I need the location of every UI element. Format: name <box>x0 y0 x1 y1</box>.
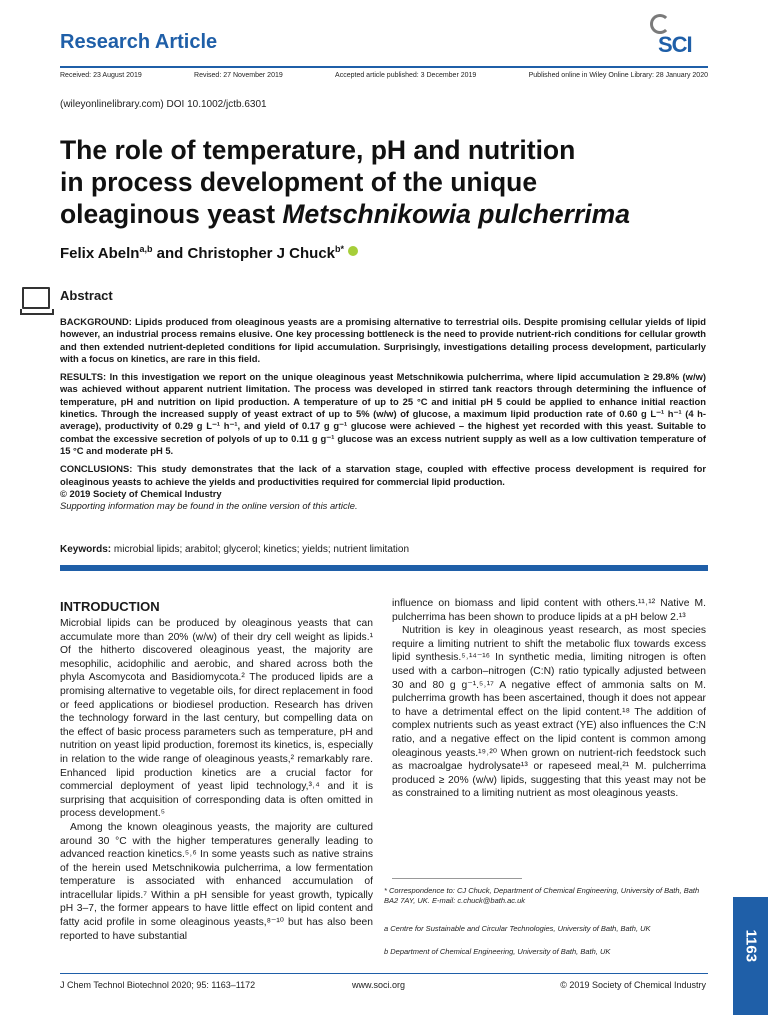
page-number-tab <box>733 897 768 1015</box>
abstract-background: BACKGROUND: Lipids produced from oleaginous yeasts are a promising alternative to terrestrial oils. Despite promising cellular yields of lipid however, an industrial process remains elusive. One key processing bottleneck is the need to provide nutrient-rich conditions for cellular growth and then extended nutrient-depleted conditions for lipid accumulation. Surprisingly, investigations detailing process development, particularly with a focus on kinetics, are rare in this field. <box>60 316 706 364</box>
received-date: Received: 23 August 2019 <box>60 72 142 79</box>
intro-paragraph-4: Nutrition is key in oleaginous yeast research, as most species require a limiting nutrient to shift the metabolic flux towards excess lipid synthesis.⁵˒¹⁴⁻¹⁶ In synthetic media, limiting nitrogen is often used with a carbon–nitrogen (C:N) ratio typically adjusted between 30 and 80 g g⁻¹.⁵˒¹⁷ A negative effect of ammonia salts on M. pulcherrima growth has been ascertained, though it does not appear to have a detrimental effect on the lipid content.¹⁸ The addition of complex nutrients such as yeast extract (YE) also influences the C:N ratio, and a negative effect on the lipid content is common among oleaginous yeasts.¹⁹˒²⁰ When grown on nutrient-rich feedstock such as macroalgae hydrolysate¹³ or rapeseed meal,²¹ M. pulcherrima produced ≥ 20% (w/w) lipids, suggesting that this yeast may not be as constrained to a limiting nutrient as most oleaginous yeasts. <box>392 625 706 800</box>
orcid-icon[interactable] <box>348 246 358 256</box>
online-date: Published online in Wiley Online Library: 28 January 2020 <box>528 72 708 79</box>
journal-website[interactable]: www.soci.org <box>352 980 406 990</box>
footnote-affiliation-b: b Department of Chemical Engineering, University of Bath, Bath, UK <box>384 947 611 956</box>
abstract-computer-icon <box>22 287 50 309</box>
supporting-info[interactable]: Supporting information may be found in the online version of this article. <box>60 500 358 512</box>
intro-paragraph-3: influence on biomass and lipid content with others.¹¹˒¹² Native M. pulcherrima has been shown to produce lipids at a pH below 2.¹³ <box>392 598 706 623</box>
author-and: and <box>152 245 188 262</box>
footer-copyright: © 2019 Society of Chemical Industry <box>560 980 706 990</box>
abstract-conclusions <box>60 463 706 512</box>
intro-paragraph-2: Among the known oleaginous yeasts, the majority are cultured around 30 °C with the higher temperatures generally leading to advanced reaction kinetics.⁵˒⁶ In some yeasts such as native strains of the herein used Metschnikowia pulcherrima, a low fermentation temperature is associated with enhanced accumulation of intracellular lipids.⁷ Within a pH sensible for yeast growth, typically pH 3–7, the former appears to have little effect on lipid content and fatty acid profile in some oleaginous yeasts,⁸⁻¹⁰ but has also been reported to have substantial <box>60 821 373 942</box>
author-1[interactable]: Felix Abeln <box>60 245 140 262</box>
title-species: Metschnikowia pulcherrima <box>282 199 630 229</box>
sci-logo <box>650 14 710 57</box>
abstract-results: RESULTS: In this investigation we report on the unique oleaginous yeast Metschnikowia pulcherrima, where lipid accumulation ≥ 29.8% (w/w) was achieved without apparent nutrient limitation. The process was developed in stirred tank reactors through determining the influence of temperature, pH and nutrition on lipid production. A temperature of up to 25 °C and initial pH 5 could be applied to enhance initial reaction kinetics. Through the increased supply of yeast extract of up to 5% (w/w) of glucose, a maximum lipid production rate of 0.60 g L⁻¹ h⁻¹ (4 h-average), productivity of 0.29 g L⁻¹ h⁻¹, and yield of 0.17 g g⁻¹ glucose were achieved – the highest yet recorded with this yeast. Suitable to combat the excessive secretion of polyols of up to 0.11 g g⁻¹ glucose was an excess nutrient supply as well as a low cultivation temperature of 15 °C and moderate pH 5. <box>60 371 706 456</box>
article-type: Research Article <box>60 31 218 53</box>
right-column <box>392 597 706 801</box>
abstract-copyright: © 2019 Society of Chemical Industry <box>60 487 222 499</box>
logo-text: SCI <box>658 32 692 57</box>
footnote-correspondence: * Correspondence to: CJ Chuck, Department of Chemical Engineering, University of Bath, Bath BA2 7AY, UK. E-mail: c.chuck@bath.ac.uk <box>384 886 700 905</box>
left-column <box>60 617 373 943</box>
author-2[interactable]: Christopher J Chuck <box>187 245 336 262</box>
footnote-affiliation-a: a Centre for Sustainable and Circular Technologies, University of Bath, Bath, UK <box>384 924 651 933</box>
abstract-heading: Abstract <box>60 288 113 303</box>
title-line-1: The role of temperature, pH and nutrition <box>60 135 576 165</box>
intro-paragraph-1: Microbial lipids can be produced by oleaginous yeasts that can accumulate more than 20% (w/w) of their dry cell weight as lipids.¹ Of the hitherto discovered oleaginous yeast, the majority are mesophilic, acidophilic and aerobic, and shared across both the phyla Ascomycota and Basidiomycota.² The produced lipids are a promising alternative to vegetable oils, for direct replacement in food or feed applications or biodiesel production. Research has driven the technology forward in the last century, but compelling data on the effect of basic process parameters such as temperature, pH and nutrition on yeast lipid production, foremost its kinetics, is, especially in relation to the wide range of oleaginous yeasts,² remarkably rare. Enhanced lipid production kinetics are a crucial factor for commercial deployment of yeast lipid technology,³˒⁴ and it is surprising that acquisition of corresponding data is often omitted in process development.⁵ <box>60 618 373 820</box>
abstract-body <box>60 316 706 512</box>
author-list <box>60 244 358 262</box>
abstract-conclusions-text: CONCLUSIONS: This study demonstrates that the lack of a starvation stage, coupled with effective process development is required for oleaginous yeasts to achieve the yields and productivities required for commercial lipid production. <box>60 463 706 487</box>
title-line-2: in process development of the unique <box>60 167 538 197</box>
author-2-affil: b* <box>335 244 345 254</box>
keywords <box>60 544 409 555</box>
keywords-text: microbial lipids; arabitol; glycerol; kinetics; yields; nutrient limitation <box>111 544 410 555</box>
journal-citation: J Chem Technol Biotechnol 2020; 95: 1163–1172 <box>60 980 256 990</box>
introduction-heading: INTRODUCTION <box>60 599 160 614</box>
author-1-affil: a,b <box>139 244 153 254</box>
header-rule <box>60 66 708 68</box>
footer-rule <box>60 973 708 974</box>
footnote-rule <box>392 878 522 879</box>
accepted-date: Accepted article published: 3 December 2019 <box>335 72 477 79</box>
title-line-3 <box>60 198 720 230</box>
doi-link[interactable]: (wileyonlinelibrary.com) DOI 10.1002/jctb.6301 <box>60 99 267 110</box>
keywords-label: Keywords: <box>60 544 112 555</box>
title-line-3-text: oleaginous yeast <box>60 199 283 229</box>
revised-date: Revised: 27 November 2019 <box>194 72 283 79</box>
page-number: 1163 <box>742 929 760 963</box>
logo-ring-icon <box>650 14 670 34</box>
section-rule <box>60 565 708 571</box>
article-title <box>60 134 720 230</box>
publication-dates <box>60 72 708 79</box>
